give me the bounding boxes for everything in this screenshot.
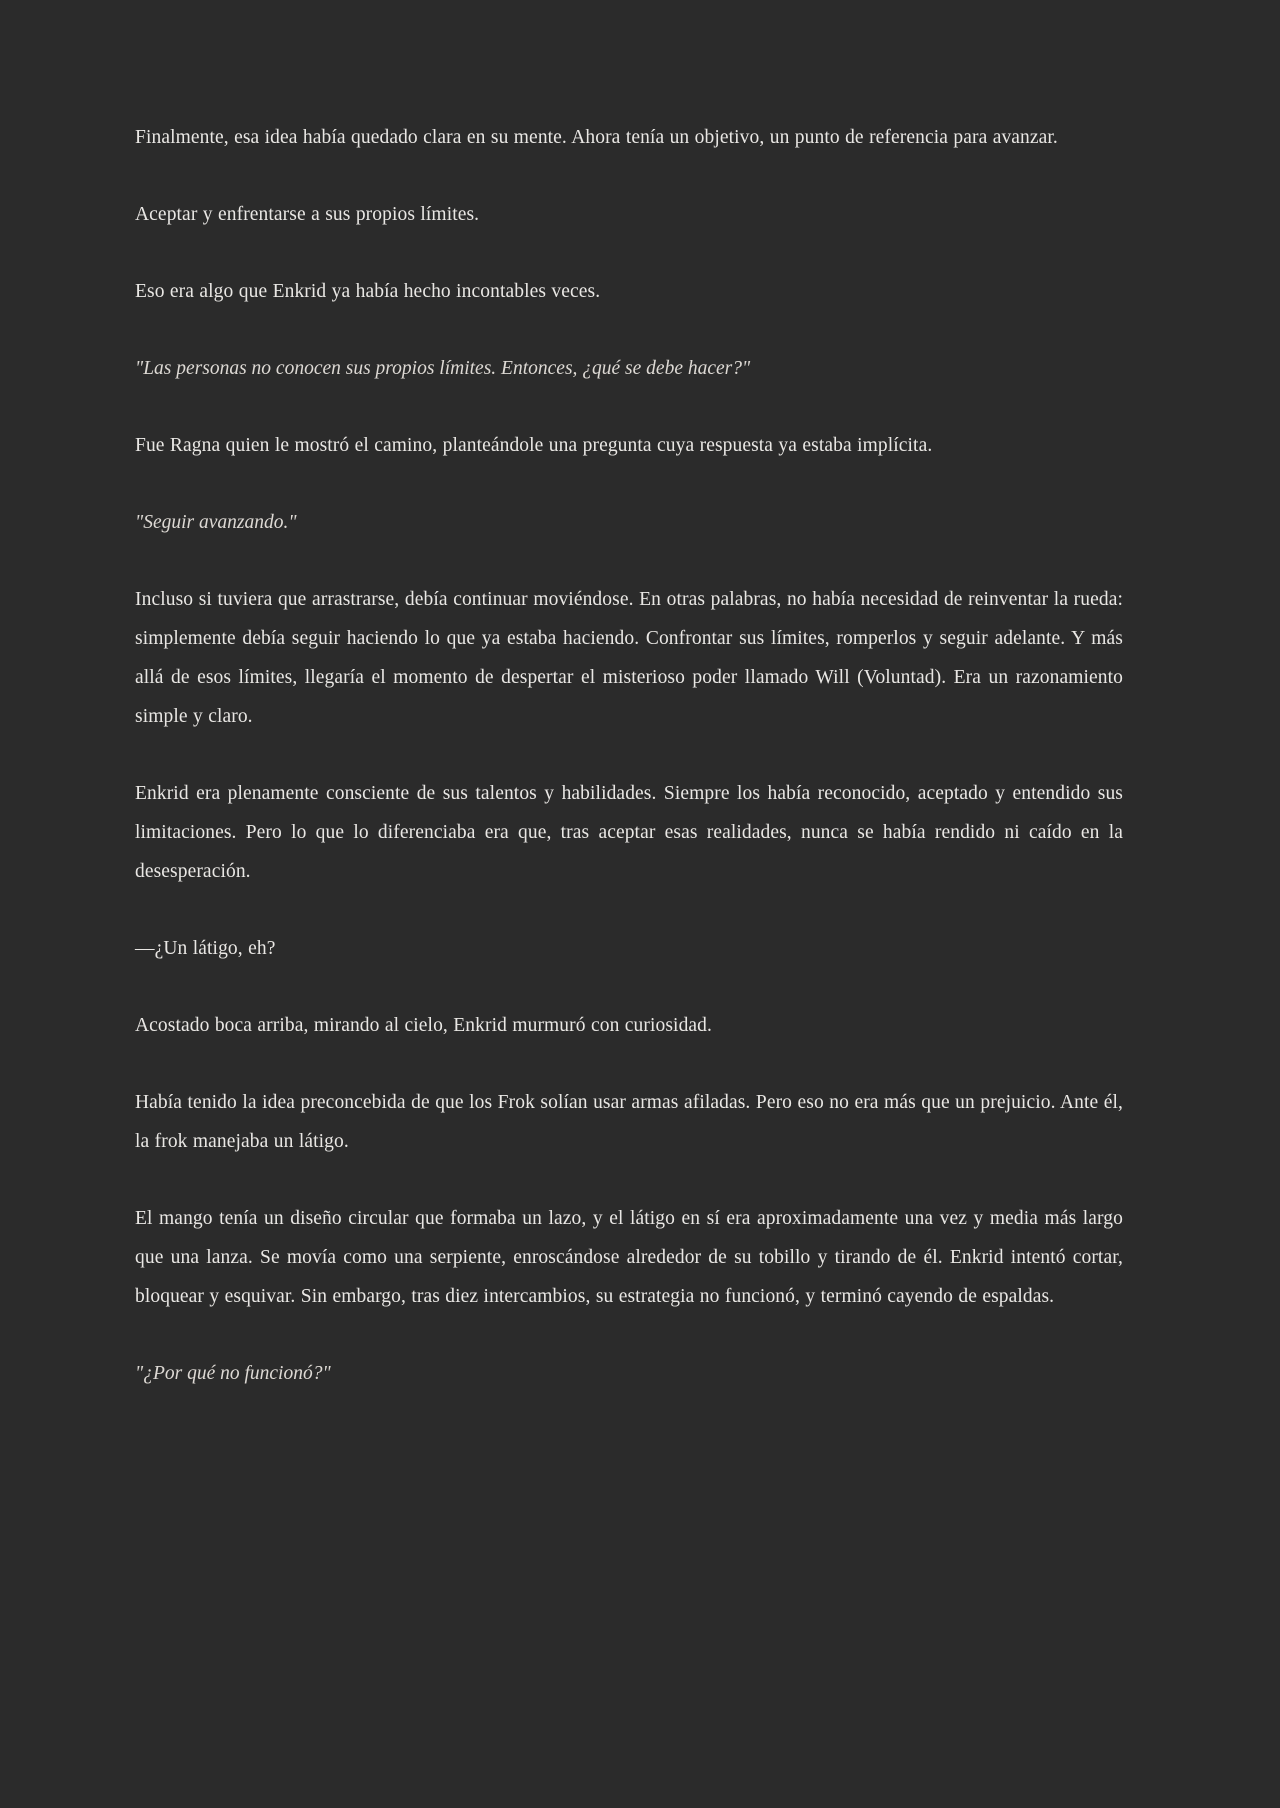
quote-paragraph: "¿Por qué no funcionó?" [135,1363,331,1384]
paragraph: Aceptar y enfrentarse a sus propios límites. [135,204,480,225]
dialogue-paragraph: —¿Un látigo, eh? [135,938,276,959]
paragraph: Enkrid era plenamente consciente de sus talentos y habilidades. Siempre los había reconocido, aceptado y entendido sus limitaciones. Pero lo que lo diferenciaba era que, tras aceptar esas realidades, nunca se había rendido ni caído en la desesperación. [135,783,1123,882]
reader-text-column [135,118,1123,1393]
paragraph: Fue Ragna quien le mostró el camino, planteándole una pregunta cuya respuesta ya estaba implícita. [135,435,933,456]
paragraph: El mango tenía un diseño circular que formaba un lazo, y el látigo en sí era aproximadamente una vez y media más largo que una lanza. Se movía como una serpiente, enroscándose alrededor de su tobillo y tirando de él. Enkrid intentó cortar, bloquear y esquivar. Sin embargo, tras diez intercambios, su estrategia no funcionó, y terminó cayendo de espaldas. [135,1208,1123,1307]
paragraph: Eso era algo que Enkrid ya había hecho incontables veces. [135,281,601,302]
paragraph: Finalmente, esa idea había quedado clara en su mente. Ahora tenía un objetivo, un punto de referencia para avanzar. [135,127,1058,148]
quote-paragraph: "Seguir avanzando." [135,512,297,533]
quote-paragraph: "Las personas no conocen sus propios límites. Entonces, ¿qué se debe hacer?" [135,358,751,379]
paragraph: Había tenido la idea preconcebida de que los Frok solían usar armas afiladas. Pero eso no era más que un prejuicio. Ante él, la frok manejaba un látigo. [135,1092,1123,1152]
paragraph: Incluso si tuviera que arrastrarse, debía continuar moviéndose. En otras palabras, no había necesidad de reinventar la rueda: simplemente debía seguir haciendo lo que ya estaba haciendo. Confrontar sus límites, romperlos y seguir adelante. Y más allá de esos límites, llegaría el momento de despertar el misterioso poder llamado Will (Voluntad). Era un razonamiento simple y claro. [135,589,1123,727]
paragraph: Acostado boca arriba, mirando al cielo, Enkrid murmuró con curiosidad. [135,1015,713,1036]
